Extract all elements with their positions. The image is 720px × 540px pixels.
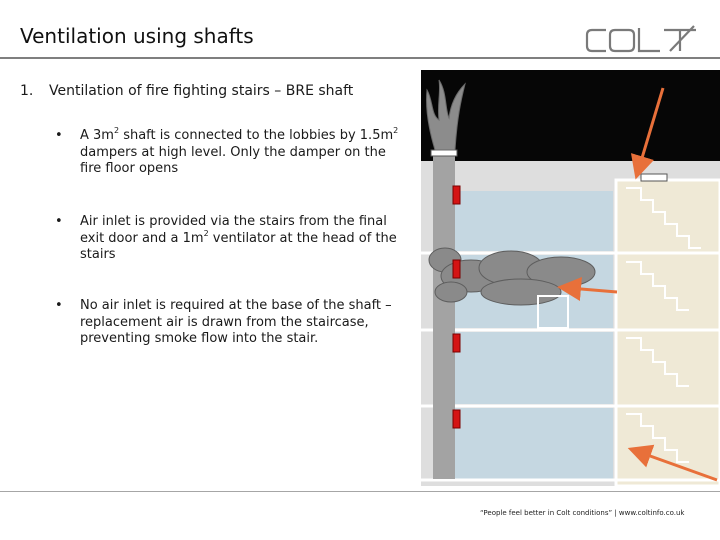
lobby-floor-4 — [455, 408, 613, 479]
staircase — [616, 180, 720, 486]
damper-floor-2 — [453, 260, 460, 278]
title-divider — [0, 57, 720, 59]
damper-floor-4 — [453, 410, 460, 428]
bullet-1-symbol: • — [55, 128, 63, 143]
bullet-2-text: Air inlet is provided via the stairs from the final exit door and a $1m^2$ ventilator at the head of the stairs — [80, 214, 397, 262]
slide-title: Ventilation using shafts — [20, 24, 254, 48]
bullet-3-symbol: • — [55, 298, 63, 313]
bullet-2-symbol: • — [55, 214, 63, 229]
damper-floor-3 — [453, 334, 460, 352]
colt-logo — [584, 24, 700, 56]
lobby-floor-3 — [455, 332, 613, 404]
sky-area — [421, 70, 720, 161]
heading-number: 1. — [20, 83, 34, 99]
damper-floor-1 — [453, 186, 460, 204]
bullet-1-text: A $3m^2$ shaft is connected to the lobbies by $1.5m^2$ dampers at high level. Only the damper on the fire floor opens — [80, 126, 399, 176]
bullet-3-text: No air inlet is required at the base of the shaft – replacement air is drawn from the staircase, preventing smoke flow into the stair. — [80, 298, 392, 346]
footer-text: “People feel better in Colt conditions” | www.coltinfo.co.uk — [480, 509, 685, 517]
head-ventilator — [641, 174, 667, 181]
section-heading: Ventilation of fire fighting stairs – BRE shaft — [49, 83, 354, 99]
smoke-shaft — [433, 152, 455, 479]
footer-divider — [0, 491, 720, 492]
bre-shaft-diagram — [421, 70, 720, 486]
lobby-floor-1 — [455, 191, 613, 251]
